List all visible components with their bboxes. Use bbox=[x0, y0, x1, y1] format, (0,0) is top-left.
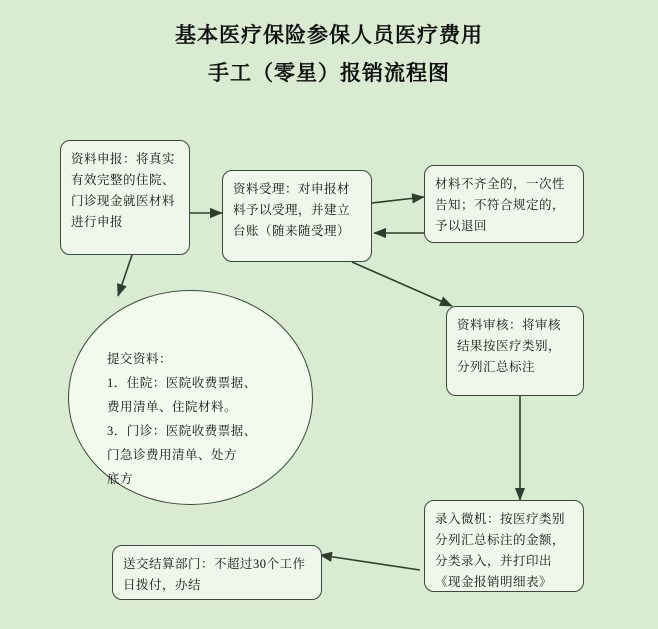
node-settle bbox=[112, 545, 322, 600]
page-title-line2: 手工（零星）报销流程图 bbox=[208, 61, 450, 85]
node-settle-label: 送交结算部门：不超过30个工作日拨付，办结 bbox=[123, 557, 306, 592]
arrow-accept-to-audit bbox=[352, 262, 452, 306]
node-submit-materials-bubble bbox=[68, 290, 313, 505]
arrow-accept-to-reject bbox=[372, 197, 424, 203]
node-entry-label: 录入微机：按医疗类别分列汇总标注的金额，分类录入，并打印出《现金报销明细表》 bbox=[435, 512, 566, 589]
bubble-item1: 1．住院：医院收费票据、 bbox=[107, 376, 257, 390]
node-audit-label: 资料审核：将审核结果按医疗类别，分列汇总标注 bbox=[457, 318, 562, 374]
bubble-item2b: 门急诊费用清单、处方 bbox=[107, 448, 238, 462]
arrow-entry-to-settle bbox=[320, 555, 420, 570]
bubble-item1b: 费用清单、住院材料。 bbox=[107, 400, 238, 414]
node-accept-label: 资料受理：对申报材料予以受理，并建立台账（随来随受理） bbox=[233, 182, 351, 238]
node-accept bbox=[222, 170, 372, 262]
node-entry bbox=[424, 500, 584, 592]
bubble-content bbox=[107, 347, 277, 491]
node-reject bbox=[424, 165, 584, 243]
page-title-line1: 基本医疗保险参保人员医疗费用 bbox=[175, 23, 483, 47]
node-apply-label: 资料申报：将真实有效完整的住院、门诊现金就医材料进行申报 bbox=[71, 152, 176, 229]
bubble-item2: 3．门诊：医院收费票据、 bbox=[107, 424, 257, 438]
bubble-heading: 提交资料： bbox=[107, 352, 173, 366]
node-audit bbox=[446, 306, 584, 396]
node-reject-label: 材料不齐全的，一次性告知；不符合规定的，予以退回 bbox=[435, 177, 566, 233]
arrow-apply-to-bubble bbox=[118, 255, 132, 296]
bubble-item2c: 底方 bbox=[107, 472, 134, 486]
node-apply bbox=[60, 140, 190, 255]
